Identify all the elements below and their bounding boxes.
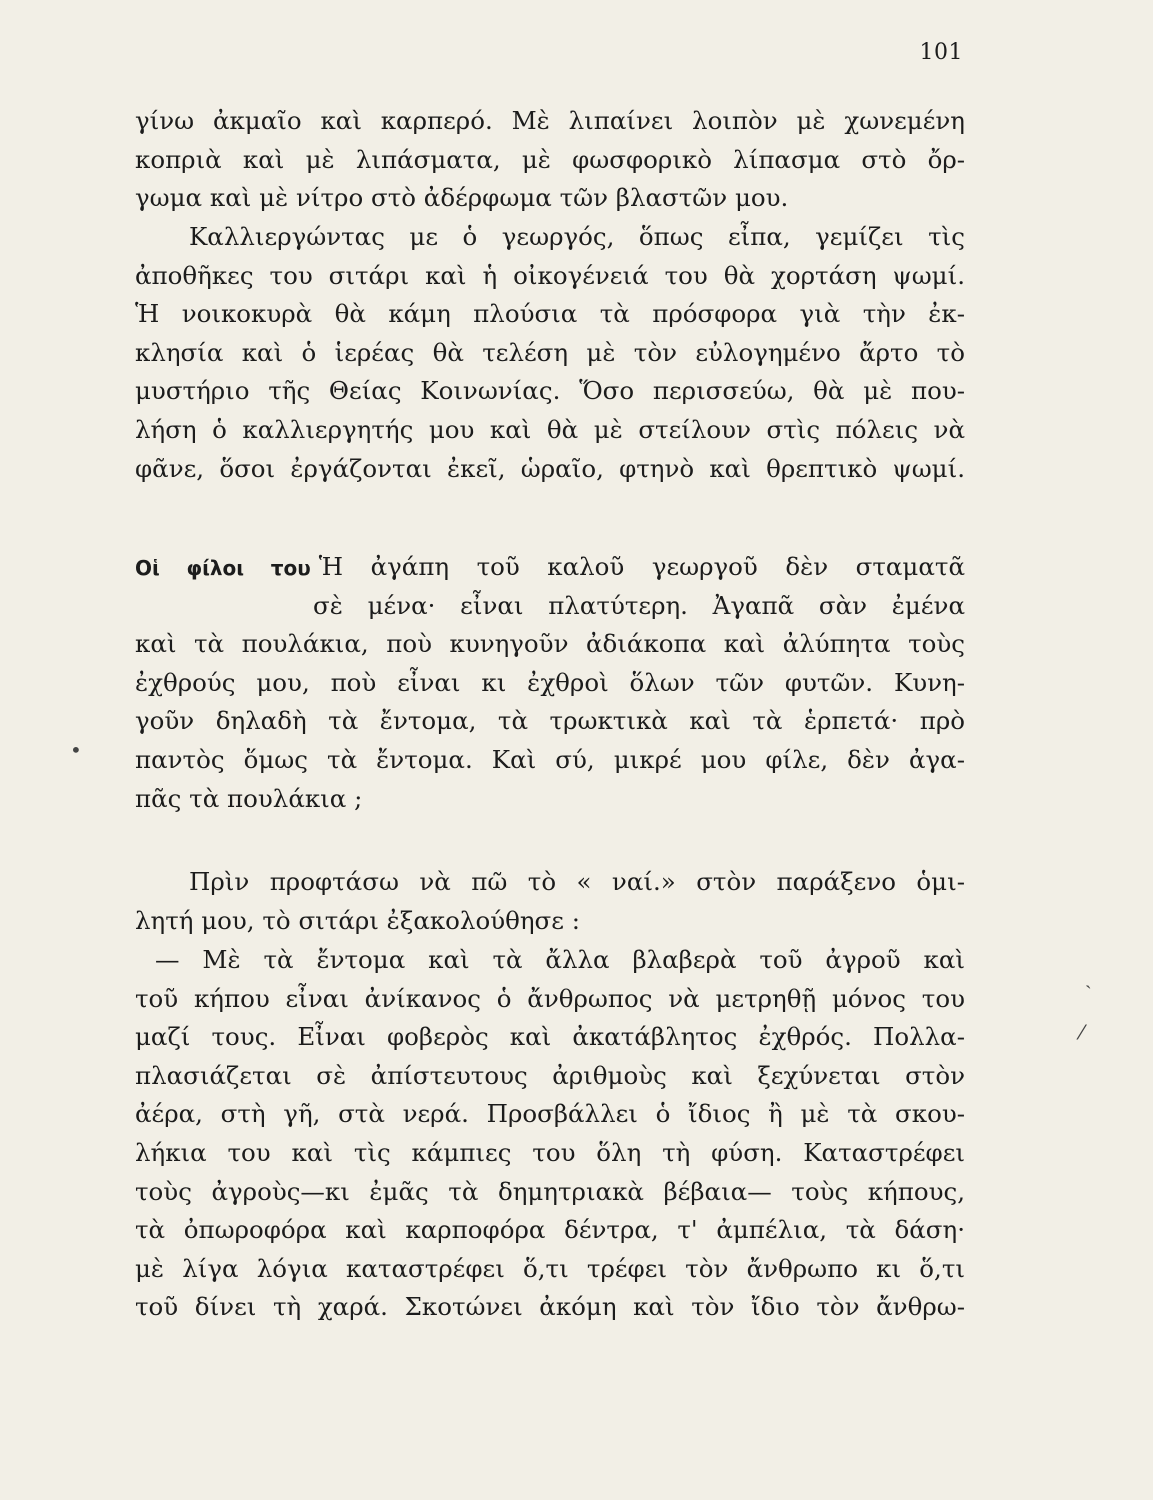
text-line: ἀποθῆκες του σιτάρι καὶ ἡ οἰκογένειά του θὰ χορτάση ψωμί. (135, 260, 965, 290)
text-line: μὲ λίγα λόγια καταστρέφει ὅ,τι τρέφει τὸν ἄνθρωπο κι ὅ,τι (135, 1253, 965, 1283)
text-line: — Μὲ τὰ ἔντομα καὶ τὰ ἄλλα βλαβερὰ τοῦ ἀγροῦ καὶ (155, 945, 965, 974)
text-line: φᾶνε, ὅσοι ἐργάζονται ἐκεῖ, ὡραῖο, φτηνὸ καὶ θρεπτικὸ ψωμί. (135, 453, 965, 483)
text-line: τοὺς ἀγροὺς—κι ἐμᾶς τὰ δημητριακὰ βέβαια— τοὺς κήπους, (135, 1176, 965, 1206)
text-line: λητή μου, τὸ σιτάρι ἐξακολούθησε : (135, 905, 580, 935)
text-line: Ἡ ἀγάπη τοῦ καλοῦ γεωργοῦ δὲν σταματᾶ (318, 552, 965, 581)
text-line: κλησία καὶ ὁ ἱερέας θὰ τελέση μὲ τὸν εὐλογημένο ἄρτο τὸ (135, 337, 965, 367)
text-line: γωμα καὶ μὲ νίτρο στὸ ἀδέρφωμα τῶν βλαστῶν μου. (135, 183, 789, 213)
text-line: κοπριὰ καὶ μὲ λιπάσματα, μὲ φωσφορικὸ λίπασμα στὸ ὄρ- (135, 144, 965, 174)
page-number: 101 (919, 40, 963, 65)
stray-tick-mark: ˎ (1085, 965, 1092, 989)
text-line: Καλλιεργώντας με ὁ γεωργός, ὅπως εἶπα, γεμίζει τὶς (189, 222, 965, 251)
text-line: πλασιάζεται σὲ ἀπίστευτους ἀριθμοὺς καὶ ξεχύνεται στὸν (135, 1060, 965, 1090)
text-line: τοῦ κήπου εἶναι ἀνίκανος ὁ ἄνθρωπος νὰ μετρηθῇ μόνος του (135, 983, 965, 1013)
stray-dot-mark: • (70, 738, 82, 762)
text-line: λήκια του καὶ τὶς κάμπιες του ὅλη τὴ φύση. Καταστρέφει (135, 1137, 965, 1167)
text-line: ἐχθρούς μου, ποὺ εἶναι κι ἐχθροὶ ὅλων τῶν φυτῶν. Κυνη- (135, 667, 965, 697)
text-line: μαζί τους. Εἶναι φοβερὸς καὶ ἀκατάβλητος ἐχθρός. Πολλα- (135, 1022, 965, 1052)
text-line: ἀέρα, στὴ γῆ, στὰ νερά. Προσβάλλει ὁ ἴδιος ἢ μὲ τὰ σκου- (135, 1099, 965, 1129)
text-line: Ἡ νοικοκυρὰ θὰ κάμη πλούσια τὰ πρόσφορα γιὰ τὴν ἐκ- (135, 299, 965, 329)
paragraph-5 (135, 941, 965, 1327)
section-friends (135, 548, 965, 818)
paragraph-2 (135, 218, 965, 488)
text-line: λήση ὁ καλλιεργητής μου καὶ θὰ μὲ στείλουν στὶς πόλεις νὰ (135, 414, 965, 444)
text-line: γοῦν δηλαδὴ τὰ ἔντομα, τὰ τρωκτικὰ καὶ τὰ ἑρπετά· πρὸ (135, 706, 965, 736)
text-line: καὶ τὰ πουλάκια, ποὺ κυνηγοῦν ἀδιάκοπα καὶ ἀλύπητα τοὺς (135, 629, 965, 659)
text-line: παντὸς ὅμως τὰ ἔντομα. Καὶ σύ, μικρέ μου φίλε, δὲν ἀγα- (135, 744, 965, 774)
text-line: τὰ ὀπωροφόρα καὶ καρποφόρα δέντρα, τ' ἀμπέλια, τὰ δάση· (135, 1215, 965, 1245)
text-line: μυστήριο τῆς Θείας Κοινωνίας. Ὅσο περισσεύω, θὰ μὲ που- (135, 376, 965, 406)
paragraph-1 (135, 102, 965, 218)
text-line: σὲ μένα· εἶναι πλατύτερη. Ἀγαπᾶ σὰν ἐμένα (313, 590, 965, 620)
text-line: γίνω ἀκμαῖο καὶ καρπερό. Μὲ λιπαίνει λοιπὸν μὲ χωνεμένη (135, 106, 965, 135)
text-line: Πρὶν προφτάσω νὰ πῶ τὸ « ναί.» στὸν παράξενο ὁμι- (189, 867, 965, 896)
text-line: πᾶς τὰ πουλάκια ; (135, 783, 363, 813)
stray-slash-mark: ⁄ (1080, 1020, 1084, 1044)
paragraph-4 (135, 863, 965, 940)
section-heading: Οἱ φίλοι του (135, 556, 311, 580)
text-line: τοῦ δίνει τὴ χαρά. Σκοτώνει ἀκόμη καὶ τὸν ἴδιο τὸν ἄνθρω- (135, 1292, 965, 1322)
section-first-line (135, 548, 965, 587)
